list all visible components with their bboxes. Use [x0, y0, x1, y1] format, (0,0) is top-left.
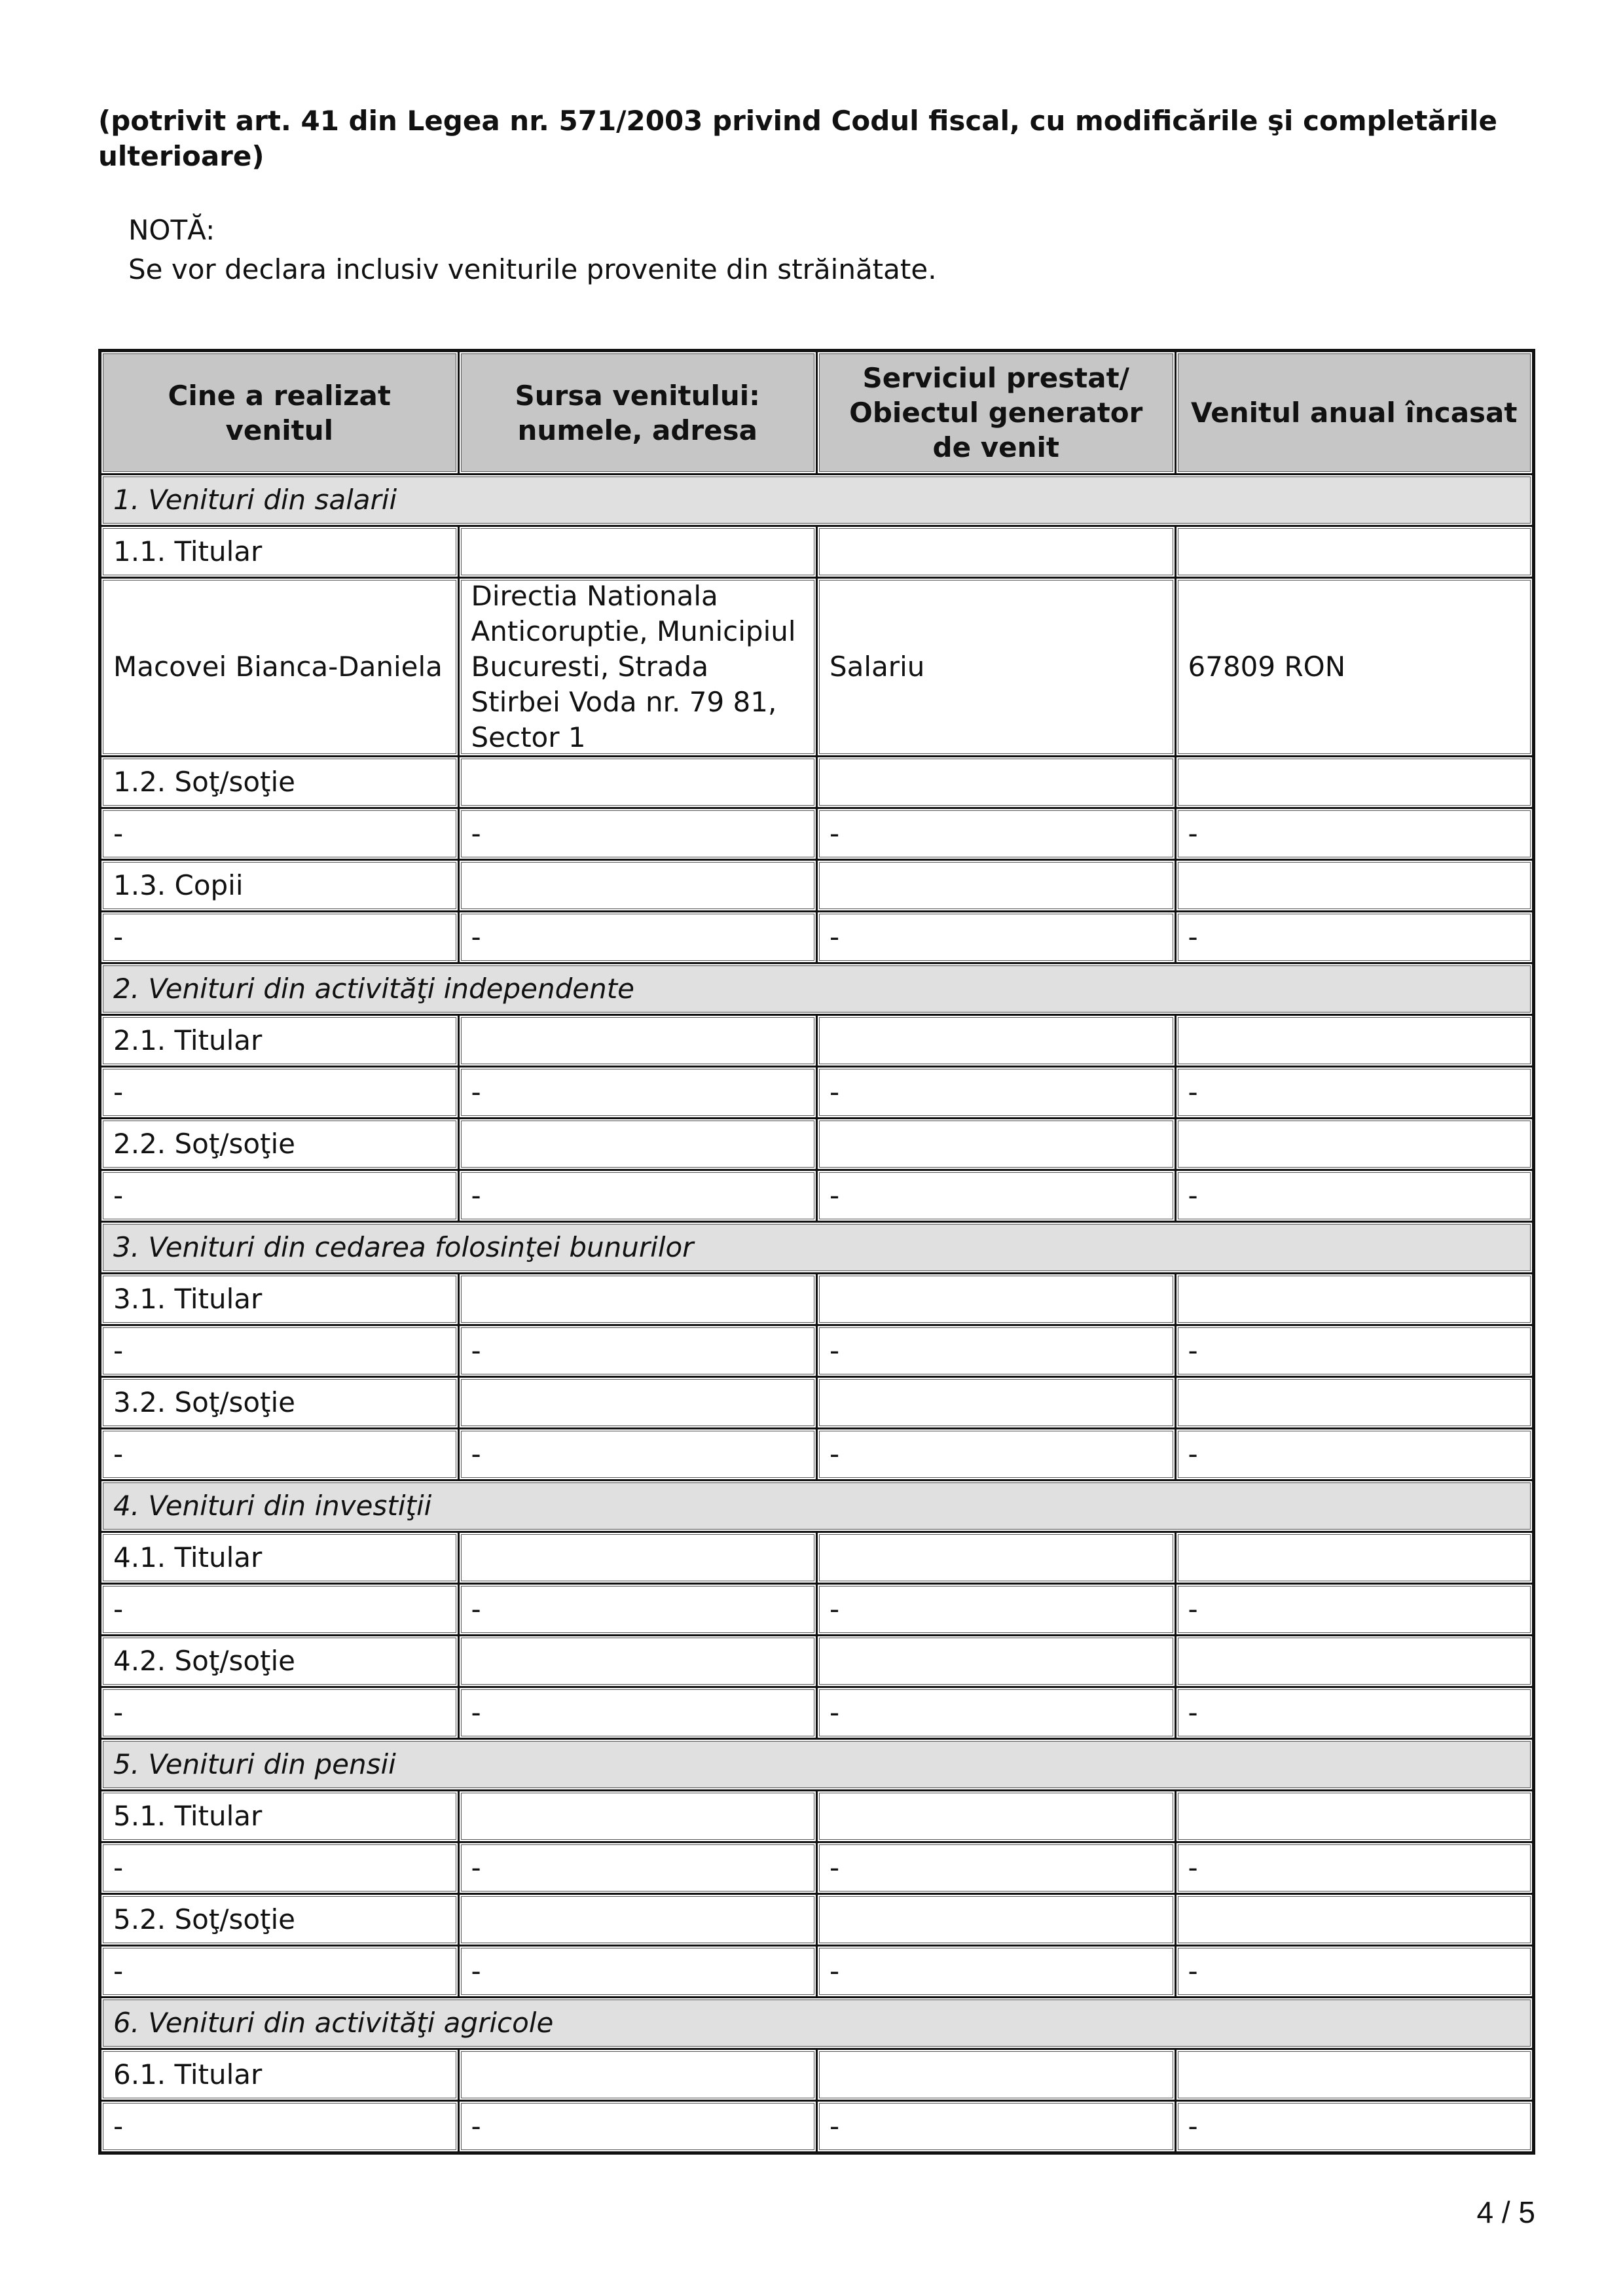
table-row [100, 808, 1534, 860]
column-header-earner: Cine a realizat venitul [100, 351, 459, 475]
cell-annual-income [1175, 1274, 1534, 1325]
cell-earner: - [100, 1067, 459, 1119]
section-title: 4. Venituri din investiţii [100, 1480, 1534, 1532]
cell-source: - [458, 1584, 817, 1636]
nota-text: Se vor declara inclusiv veniturile provenite din străinătate. [128, 253, 937, 285]
cell-source [458, 1636, 817, 1687]
cell-source [458, 860, 817, 912]
cell-service [817, 1532, 1176, 1584]
column-header-source: Sursa venitului: numele, adresa [458, 351, 817, 475]
cell-earner: - [100, 1946, 459, 1998]
cell-service: - [817, 1842, 1176, 1894]
cell-earner: - [100, 1842, 459, 1894]
cell-service: - [817, 912, 1176, 963]
cell-annual-income: - [1175, 1325, 1534, 1377]
cell-earner: 1.1. Titular [100, 526, 459, 578]
table-row [100, 1584, 1534, 1636]
cell-service [817, 1636, 1176, 1687]
cell-annual-income [1175, 1015, 1534, 1067]
cell-source [458, 1894, 817, 1946]
table-row [100, 1946, 1534, 1998]
table-row [100, 1791, 1534, 1842]
table-row [100, 2049, 1534, 2101]
cell-service [817, 1274, 1176, 1325]
cell-service [817, 1894, 1176, 1946]
cell-annual-income [1175, 526, 1534, 578]
table-row [100, 1325, 1534, 1377]
table-header-row [100, 351, 1534, 475]
cell-service [817, 757, 1176, 808]
table-row [100, 1894, 1534, 1946]
cell-annual-income [1175, 757, 1534, 808]
cell-annual-income: - [1175, 1429, 1534, 1480]
section-header-row [100, 1998, 1534, 2049]
cell-service [817, 526, 1176, 578]
cell-annual-income: - [1175, 1067, 1534, 1119]
table-row [100, 1532, 1534, 1584]
cell-earner: 3.2. Soţ/soţie [100, 1377, 459, 1429]
table-row [100, 526, 1534, 578]
cell-earner: - [100, 1687, 459, 1739]
cell-annual-income: - [1175, 1842, 1534, 1894]
table-body [100, 475, 1534, 2153]
cell-service: - [817, 1584, 1176, 1636]
nota-label: NOTĂ: [128, 214, 215, 246]
page-number: 4 / 5 [1476, 2195, 1535, 2229]
cell-service: - [817, 1325, 1176, 1377]
cell-earner: 6.1. Titular [100, 2049, 459, 2101]
cell-service [817, 1377, 1176, 1429]
cell-source [458, 1532, 817, 1584]
cell-source: - [458, 1842, 817, 1894]
table-row [100, 1429, 1534, 1480]
cell-earner: 2.2. Soţ/soţie [100, 1119, 459, 1170]
cell-annual-income: - [1175, 1584, 1534, 1636]
cell-source: - [458, 1170, 817, 1222]
cell-earner: - [100, 1325, 459, 1377]
section-header-row [100, 1480, 1534, 1532]
cell-annual-income: - [1175, 1687, 1534, 1739]
cell-earner: 5.1. Titular [100, 1791, 459, 1842]
cell-service: - [817, 2101, 1176, 2153]
cell-source: - [458, 1067, 817, 1119]
cell-earner: - [100, 2101, 459, 2153]
table-row [100, 1170, 1534, 1222]
section-title: 1. Venituri din salarii [100, 475, 1534, 526]
cell-source: - [458, 912, 817, 963]
table-row [100, 1377, 1534, 1429]
legal-reference-note: (potrivit art. 41 din Legea nr. 571/2003 privind Codul fiscal, cu modificările şi completările ulterioare) [98, 105, 1497, 172]
cell-earner: 1.2. Soţ/soţie [100, 757, 459, 808]
section-header-row [100, 1222, 1534, 1274]
table-row [100, 1687, 1534, 1739]
cell-earner: 4.2. Soţ/soţie [100, 1636, 459, 1687]
cell-annual-income: - [1175, 2101, 1534, 2153]
cell-earner: - [100, 1429, 459, 1480]
cell-source [458, 2049, 817, 2101]
cell-annual-income [1175, 1636, 1534, 1687]
cell-earner: - [100, 912, 459, 963]
cell-annual-income: 67809 RON [1175, 578, 1534, 757]
cell-annual-income [1175, 1894, 1534, 1946]
section-title: 6. Venituri din activităţi agricole [100, 1998, 1534, 2049]
cell-service: Salariu [817, 578, 1176, 757]
cell-source [458, 757, 817, 808]
cell-annual-income: - [1175, 1170, 1534, 1222]
cell-annual-income [1175, 2049, 1534, 2101]
cell-source [458, 1119, 817, 1170]
table-row [100, 860, 1534, 912]
cell-service: - [817, 808, 1176, 860]
cell-earner: - [100, 808, 459, 860]
section-title: 3. Venituri din cedarea folosinţei bunurilor [100, 1222, 1534, 1274]
cell-source [458, 1274, 817, 1325]
cell-service [817, 1015, 1176, 1067]
cell-source [458, 526, 817, 578]
table-row [100, 757, 1534, 808]
table-row [100, 912, 1534, 963]
cell-earner: 2.1. Titular [100, 1015, 459, 1067]
cell-source [458, 1377, 817, 1429]
table-row [100, 1015, 1534, 1067]
cell-service: - [817, 1170, 1176, 1222]
section-title: 5. Venituri din pensii [100, 1739, 1534, 1791]
cell-annual-income: - [1175, 912, 1534, 963]
cell-source: - [458, 1946, 817, 1998]
cell-annual-income: - [1175, 808, 1534, 860]
cell-earner: 4.1. Titular [100, 1532, 459, 1584]
cell-service [817, 1791, 1176, 1842]
cell-source: - [458, 1325, 817, 1377]
cell-earner: 5.2. Soţ/soţie [100, 1894, 459, 1946]
cell-earner: 3.1. Titular [100, 1274, 459, 1325]
column-header-annual-income: Venitul anual încasat [1175, 351, 1534, 475]
table-row [100, 1119, 1534, 1170]
nota-block [128, 211, 937, 289]
table-row [100, 1842, 1534, 1894]
income-declaration-table [98, 349, 1535, 2155]
cell-source [458, 1791, 817, 1842]
table-row [100, 1067, 1534, 1119]
cell-annual-income: - [1175, 1946, 1534, 1998]
cell-earner: Macovei Bianca-Daniela [100, 578, 459, 757]
cell-earner: - [100, 1584, 459, 1636]
section-header-row [100, 1739, 1534, 1791]
section-header-row [100, 963, 1534, 1015]
cell-service: - [817, 1946, 1176, 1998]
cell-source [458, 1015, 817, 1067]
section-title: 2. Venituri din activităţi independente [100, 963, 1534, 1015]
cell-annual-income [1175, 1791, 1534, 1842]
cell-service [817, 860, 1176, 912]
cell-annual-income [1175, 1532, 1534, 1584]
cell-source: - [458, 808, 817, 860]
cell-earner: 1.3. Copii [100, 860, 459, 912]
cell-source: - [458, 1429, 817, 1480]
cell-service: - [817, 1429, 1176, 1480]
table-row [100, 1636, 1534, 1687]
cell-annual-income [1175, 1119, 1534, 1170]
cell-source: - [458, 2101, 817, 2153]
cell-service [817, 1119, 1176, 1170]
cell-earner: - [100, 1170, 459, 1222]
cell-annual-income [1175, 1377, 1534, 1429]
cell-annual-income [1175, 860, 1534, 912]
cell-source: Directia Nationala Anticoruptie, Municipiul Bucuresti, Strada Stirbei Voda nr. 79 81, Sector 1 [458, 578, 817, 757]
table-row [100, 1274, 1534, 1325]
column-header-service: Serviciul prestat/ Obiectul generator de venit [817, 351, 1176, 475]
cell-service: - [817, 1067, 1176, 1119]
table-row [100, 2101, 1534, 2153]
section-header-row [100, 475, 1534, 526]
table-row [100, 578, 1534, 757]
cell-service: - [817, 1687, 1176, 1739]
cell-source: - [458, 1687, 817, 1739]
cell-service [817, 2049, 1176, 2101]
